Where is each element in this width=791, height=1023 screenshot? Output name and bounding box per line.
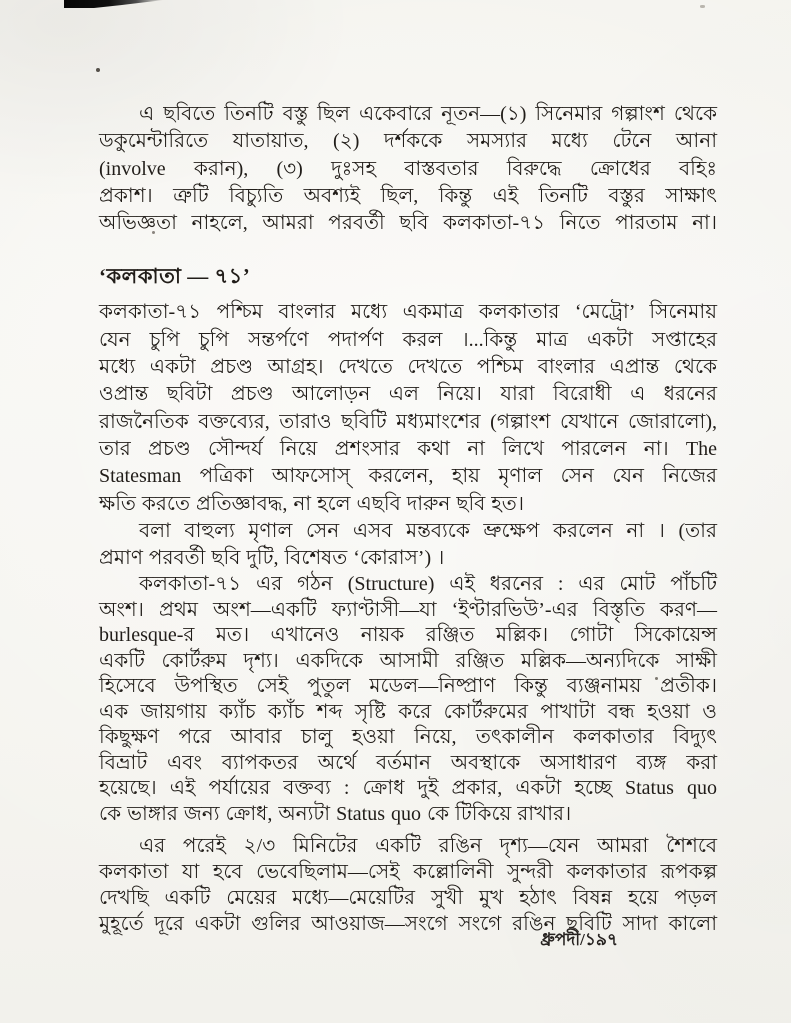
text-line: ওপ্রান্ত ছবিটা প্রচণ্ড আলোড়ন এল নিয়ে। যারা বিরোধী এ ধরনের xyxy=(99,383,717,406)
text-line: ডকুমেন্টারিতে যাতায়াত, (২) দর্শককে সমস্যার মধ্যে টেনে আনা xyxy=(99,130,717,153)
text-line: কলকাতা যা হবে ভেবেছিলাম—সেই কল্লোলিনী সুন্দরী কলকাতার রূপকল্প xyxy=(99,861,717,884)
text-line: কিছুক্ষণ পরে আবার চালু হওয়া নিয়ে, তৎকালীন কলকাতার বিদ্যুৎ xyxy=(99,726,717,749)
section-heading: ‘কলকাতা — ৭১’ xyxy=(99,264,251,289)
page-body xyxy=(99,101,717,937)
scan-speck xyxy=(700,5,705,8)
paragraph xyxy=(99,299,717,517)
text-line: কে ভাঙ্গার জন্য ক্রোধ, অন্যটা Status quo কে টিকিয়ে রাখার। xyxy=(99,802,572,825)
text-line: প্রকাশ। ত্রুটি বিচ্যুতি অবশ্যই ছিল, কিন্তু এই তিনটি বস্তুর সাক্ষাৎ xyxy=(99,184,717,207)
text-line: প্রমাণ পরবর্তী ছবি দুটি, বিশেষত ‘কোরাস’) । xyxy=(99,547,445,570)
scan-speck xyxy=(96,68,100,72)
text-line: কলকাতা-৭১ পশ্চিম বাংলার মধ্যে একমাত্র কলকাতার ‘মেট্রো’ সিনেমায় xyxy=(99,301,717,324)
text-line: মুহূর্তে দূরে একটা গুলির আওয়াজ—সংগে সংগে রঙিন ছবিটি সাদা কালো xyxy=(99,913,717,936)
text-line: ক্ষতি করতে প্রতিজ্ঞাবদ্ধ, না হলে এছবি দারুন ছবি হত। xyxy=(99,492,524,515)
text-line: হয়েছে। এই পর্যায়ের বক্তব্য : ক্রোধ দুই প্রকার, একটা হচ্ছে Status quo xyxy=(99,777,717,800)
paragraph xyxy=(99,101,717,237)
text-line: তার প্রচণ্ড সৌন্দর্য নিয়ে প্রশংসার কথা না লিখে পারলেন না। The xyxy=(99,437,717,460)
text-line: একটি কোর্টরুম দৃশ্য। একদিকে আসামী রঞ্জিত মল্লিক—অন্যদিকে সাক্ষী xyxy=(99,649,717,672)
paragraph xyxy=(99,572,717,827)
text-line: অভিজ্ঞতা নাহলে, আমরা পরবর্তী ছবি কলকাতা-৭১ নিতে পারতাম না। xyxy=(99,212,717,235)
text-line: যেন চুপি চুপি সন্তর্পণে পদার্পণ করল ।...কিন্তু মাত্র একটা সপ্তাহের xyxy=(99,328,717,351)
paragraph xyxy=(99,833,717,937)
text-line: দেখছি একটি মেয়ের মধ্যে—মেয়েটির সুখী মুখ হঠাৎ বিষন্ন হয়ে পড়ল xyxy=(99,887,717,910)
text-line: কলকাতা-৭১ এর গঠন (Structure) এই ধরনের : এর মোট পাঁচটি xyxy=(139,573,717,596)
text-line: এক জায়গায় ক্যাঁচ ক্যাঁচ শব্দ সৃষ্টি করে কোর্টরুমের পাখাটা বন্ধ হওয়া ও xyxy=(99,700,717,723)
paragraph xyxy=(99,518,717,573)
text-line: Statesman পত্রিকা আফসোস্ করলেন, হায় মৃণাল সেন যেন নিজের xyxy=(99,465,717,488)
page-number-footer: ধ্রুপদী/১৯৭ xyxy=(540,930,618,949)
text-line: (involve করান), (৩) দুঃসহ বাস্তবতার বিরুদ্ধে ক্রোধের বহিঃ xyxy=(99,157,717,180)
text-line: রাজনৈতিক বক্তব্যের, তারাও ছবিটি মধ্যমাংশের (গল্পাংশ যেখানে জোরালো), xyxy=(99,410,717,433)
text-line: বিভ্রাট এবং ব্যাপকতর অর্থে বর্তমান অবস্থাকে অসাধারণ ব্যঙ্গ করা xyxy=(99,751,717,774)
text-line: অংশ। প্রথম অংশ—একটি ফ্যাণ্টাসী—যা ‘ইণ্টারভিউ’-এর বিস্তৃতি করণ— xyxy=(99,598,717,621)
text-line: এ ছবিতে তিনটি বস্তু ছিল একেবারে নূতন—(১) সিনেমার গল্পাংশ থেকে xyxy=(139,103,717,125)
text-line: হিসেবে উপস্থিত সেই পুতুল মডেল—নিষ্প্রাণ কিন্তু ব্যঞ্জনাময় প্রতীক। xyxy=(99,675,717,698)
text-line: বলা বাহুল্য মৃণাল সেন এসব মন্তব্যকে ভ্রুক্ষেপ করলেন না । (তার xyxy=(139,519,717,542)
scan-corner-artifact xyxy=(64,0,164,8)
text-line: এর পরেই ২/৩ মিনিটের একটি রঙিন দৃশ্য—যেন আমরা শৈশবে xyxy=(139,835,717,858)
text-line: মধ্যে একটা প্রচণ্ড আগ্রহ। দেখতে দেখতে পশ্চিম বাংলার এপ্রান্ত থেকে xyxy=(99,356,717,379)
text-line: burlesque-র মত। এখানেও নায়ক রঞ্জিত মল্লিক। গোটা সিকোয়েন্স xyxy=(99,624,717,647)
